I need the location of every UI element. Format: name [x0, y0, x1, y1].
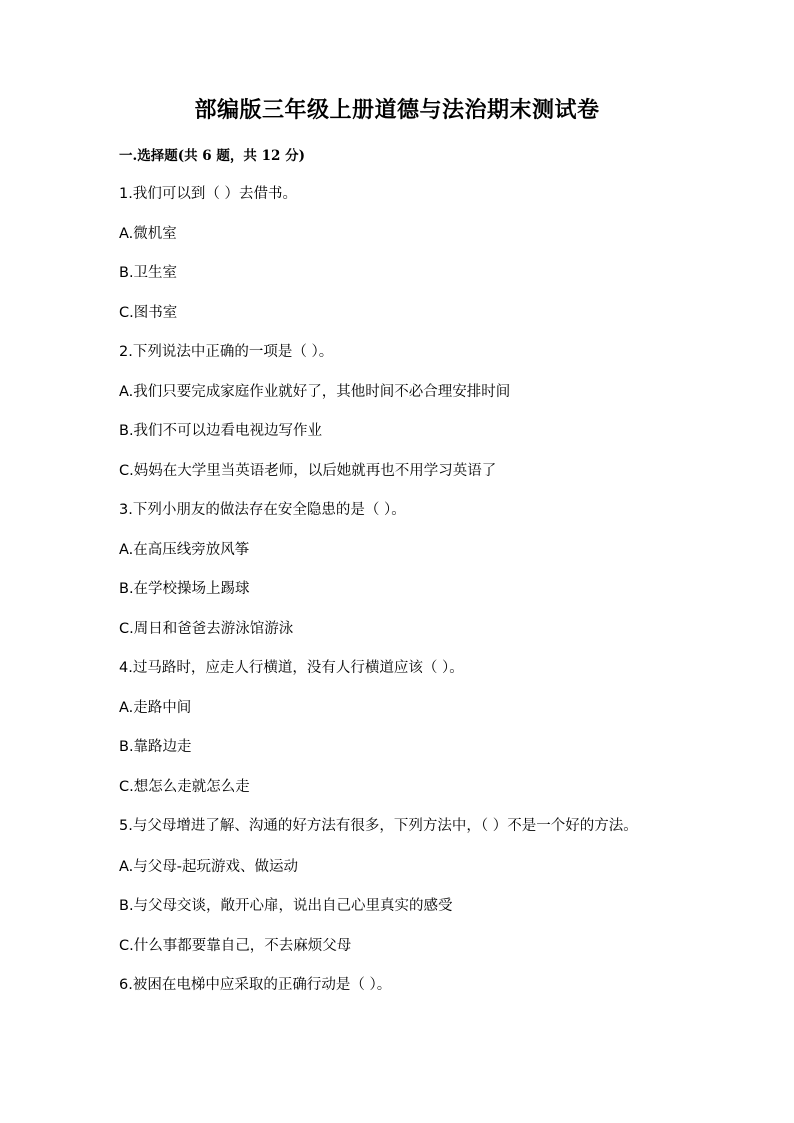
question-1-option-b: B.卫生室 — [119, 265, 178, 281]
question-3-option-b: B.在学校操场上踢球 — [119, 581, 250, 597]
question-1-option-a: A.微机室 — [119, 225, 177, 242]
question-2-option-c: C.妈妈在大学里当英语老师，以后她就再也不用学习英语了 — [119, 462, 497, 479]
question-2-stem: 2.下列说法中正确的一项是（ ）。 — [119, 344, 334, 360]
question-3-stem: 3.下列小朋友的做法存在安全隐患的是（ ）。 — [119, 502, 406, 518]
page-title: 部编版三年级上册道德与法治期末测试卷 — [194, 97, 600, 123]
section-heading: 一.选择题(共 6 题，共 12 分) — [119, 148, 305, 164]
question-4-option-b: B.靠路边走 — [119, 739, 192, 755]
question-2-option-a: A.我们只要完成家庭作业就好了，其他时间不必合理安排时间 — [119, 383, 511, 400]
question-5-option-c: C.什么事都要靠自己，不去麻烦父母 — [119, 937, 352, 954]
question-6-stem: 6.被困在电梯中应采取的正确行动是（ ）。 — [119, 977, 392, 993]
question-5-option-a: A.与父母-起玩游戏、做运动 — [119, 858, 299, 875]
question-4-option-c: C.想怎么走就怎么走 — [119, 778, 250, 795]
question-4-option-a: A.走路中间 — [119, 699, 192, 716]
question-3-option-a: A.在高压线旁放风筝 — [119, 541, 250, 558]
question-5-stem: 5.与父母增进了解、沟通的好方法有很多，下列方法中，（ ）不是一个好的方法。 — [119, 818, 638, 834]
question-5-option-b: B.与父母交谈，敞开心扉，说出自己心里真实的感受 — [119, 898, 453, 914]
question-list — [119, 184, 679, 1015]
question-2-option-b: B.我们不可以边看电视边写作业 — [119, 423, 323, 439]
question-1-option-c: C.图书室 — [119, 304, 178, 321]
question-4-stem: 4.过马路时，应走人行横道，没有人行横道应该（ ）。 — [119, 660, 464, 676]
question-3-option-c: C.周日和爸爸去游泳馆游泳 — [119, 620, 294, 637]
question-1-stem: 1.我们可以到（ ）去借书。 — [119, 186, 297, 202]
